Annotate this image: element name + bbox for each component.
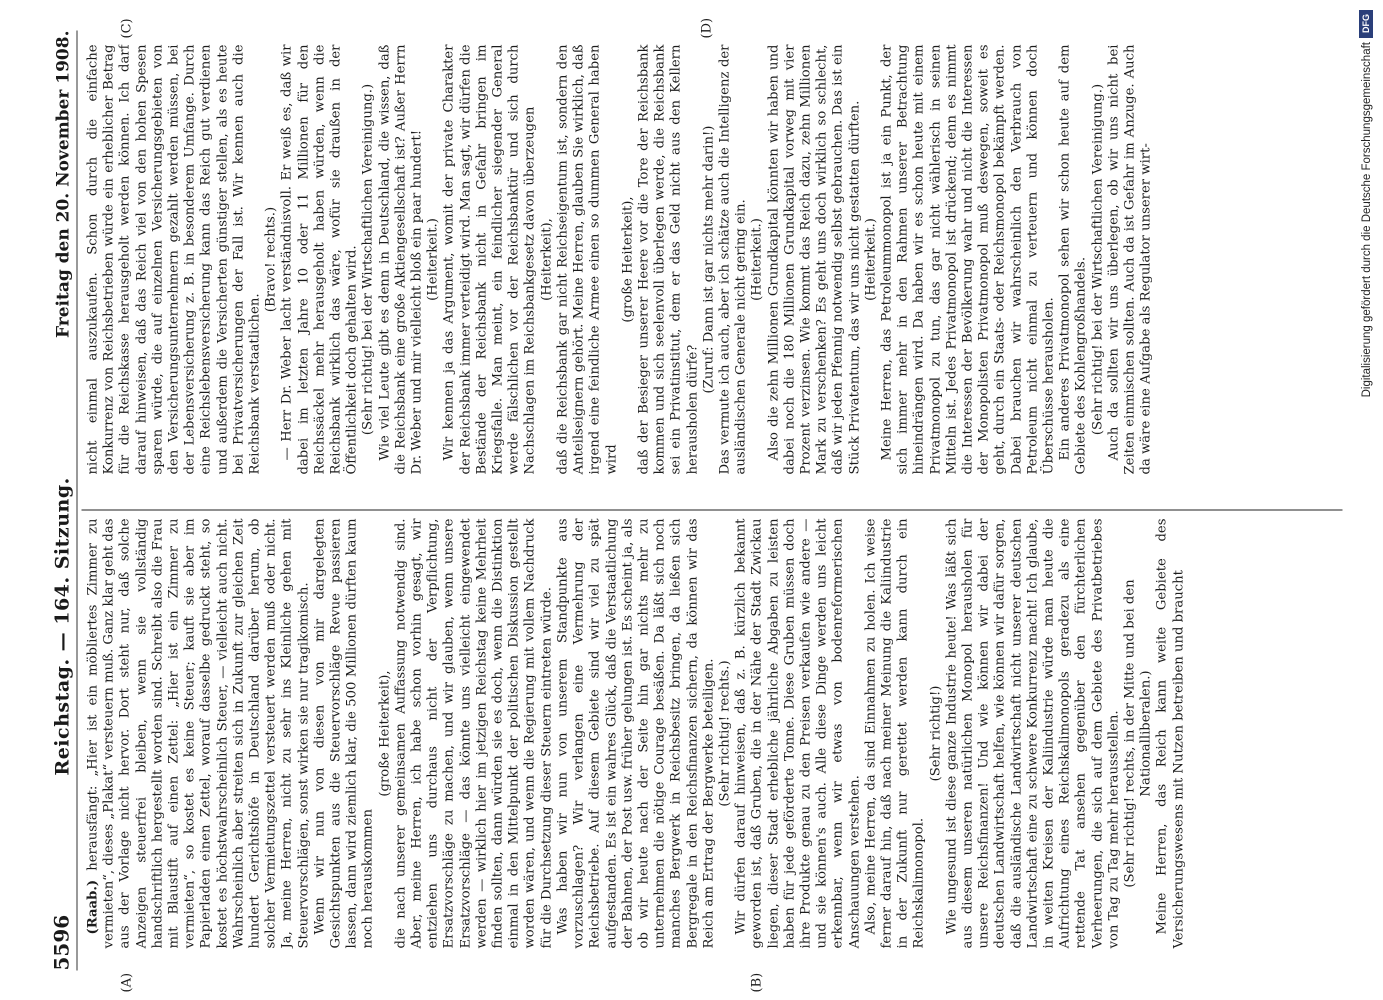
paragraph-text: Ein anderes Privatmonopol sehen wir schon heute auf dem Gebiete des Kohlengroßhandels. [1057,44,1089,474]
paragraph [717,44,749,474]
interjection: (Bravo! rechts.) [263,206,279,312]
paragraph [555,518,717,948]
margin-marker-a: (A) [119,972,135,992]
interjection: (Sehr richtig!) [928,685,944,781]
paragraph [86,44,264,474]
paragraph-text: herausfängt: „Hier ist ein möbliertes Zimmer zu vermieten“, dieses „Plakat“ versteuern muß. Ganz klar geht das aus der Vorlage nicht hervor. Dort steht nur, daß solche Anzeigen steuerfrei bleiben, wenn sie vollständig handschriftlich hergestellt worden sind. Schreibt also die Frau mit Blaustift auf einen Zettel: „Hier ist ein Zimmer zu vermieten“, so kostet es keine Steuer; kauft sie aber im Papierladen einen Zettel, worauf dasselbe gedruckt steht, so kostet es höchstwahrscheinlich Steuer, — vielleicht auch nicht. Wahrscheinlich aber streiten sich in Zukunft zur gleichen Zeit hundert Gerichtshöfe in Deutschland darüber herum, ob solcher Vermietungszettel versteuert werden muß oder nicht. Ja, meine Herren, nicht zu sehr ins Kleinliche gehen mit Steuervorschlägen, sonst wirken sie nur tragikomisch. [85,518,312,948]
right-column [86,44,1343,474]
speaker-label: (Raab.) [85,879,101,934]
paragraph-text: Wenn wir nun von diesen von mir dargelegten Gesichtspunkten aus die Steuervorschläge Revue passieren lassen, dann wird ziemlich klar, die 500 Millionen dürften kaum noch herauskommen [312,518,376,948]
paragraph-text: Wie viel Leute gibt es denn in Deutschland, die wissen, daß die Reichsbank eine große Aktiengesellschaft ist? Außer Herrn Dr. Weber und mir vielleicht bloß ein paar hundert! [377,44,425,474]
paragraph-text: nicht einmal auszukaufen. Schon durch die einfache Konkurrenz von Reichsbetrieben würde ein erheblicher Betrag für die Reichskasse herausgeholt werden können. Ich darf darauf hinweisen, daß das Reich viel von den hohen Spesen sparen würde, die auf einzelnen Versicherungsgebieten von den Versicherungsunternehmern gezahlt werden müssen, bei der Lebensversicherung z. B. in besonderem Umfange. Durch eine Reichslebensversicherung kann das Reich gut verdienen und außerdem die Versicherten günstiger stellen, als es heute bei Privatversicherungen der Fall ist. Wir kennen auch die Reichsbank verstaatlichen. [85,44,263,474]
interjection: (Heiterkeit.) [863,217,879,301]
paragraph-text: Wie ungesund ist diese ganze Industrie heute! Was läßt sich aus diesem unseren natürlichen Monopol herausholen für unsere Reichsfinanzen! Und wie können wir dabei der deutschen Landwirtschaft helfen, wie können wir dafür sorgen, daß die ausländische Landwirtschaft nicht unserer deutschen Landwirtschaft eine zu schwere Konkurrenz macht! Ich glaube, in weiten Kreisen der Kaliindustrie würde man heute die Aufrichtung eines Reichskalimonopols geradezu als eine rettende Tat ansehen gegenüber den fürchterlichen Verheerungen, die sich auf dem Gebiete des Privatbetriebes von Tag zu Tag mehr herausstellen. [944,518,1122,948]
interjection: (große Heiterkeit), [377,669,393,797]
paragraph [1106,44,1155,474]
paragraph [1058,44,1090,474]
paragraph [636,44,701,474]
paragraph-text: — Herr Dr. Weber lacht verständnisvoll. Er weiß es, daß wir dabei im letzten Jahre 10 oder 11 Millionen für den Reichssäckel mehr herausgeholt haben würden, wenn die Reichsbank wirklich das wäre, wofür sie draußen in der Öffentlichkeit doch gehalten wird. [279,44,360,474]
margin-marker-d: (D) [699,17,715,38]
paragraph [86,518,313,948]
session-title: Reichstag. — 164. Sitzung. [51,476,74,776]
paragraph [393,518,555,948]
paragraph-text: Meine Herren, das Petroleummonopol ist ja ein Punkt, der sich immer mehr in den Rahmen unserer Betrachtung hineindrängen wird. Da haben wir es schon heute mit einem Privatmonopol zu tun, das gar nicht wählerisch in seinen Mitteln ist. Jedes Privatmonopol ist drückend; denn es nimmt die Interessen der Bevölkerung wahr und nicht die Interessen der Monopolisten Privatmonopol muß deswegen, soweit es geht, durch ein Staats- oder Reichsmonopol bekämpft werden. Dabei brauchen wir wahrscheinlich den Verbrauch von Petroleum nicht einmal zu verteuern und können doch Überschüsse herausholen. [879,44,1057,474]
interjection: (Sehr richtig! bei der Wirtschaftlichen Vereinigung.) [360,83,376,435]
paragraph-text: Das vermute ich auch, aber ich schätze auch die Intelligenz der ausländischen Generale nicht gering ein. [717,44,749,474]
paragraph [1155,518,1187,948]
paragraph-text: Auch da sollten wir uns überlegen, ob wir uns nicht bei Zeiten einmischen sollten. Auch da ist Gefahr im Anzuge. Auch da wäre eine Aufgabe als Regulator unserer wirt- [1106,44,1154,474]
interjection: (große Heiterkeit), [620,195,636,323]
interjection: (Zuruf: Dann ist gar nichts mehr darin!) [701,125,717,393]
paragraph-text: die nach unserer gemeinsamen Auffassung notwendig sind. Aber, meine Herren, ich habe schon vorhin gesagt, wir entziehen uns durchaus nicht der Verpflichtung, Ersatzvorschläge zu machen, und wir glauben, wenn unsere Ersatzvorschläge — das könnte uns vielleicht eingewendet werden — wirklich hier im jetzigen Reichstag keine Mehrheit finden sollten, dann würden sie es doch, wenn die Distinktion einmal in den Mittelpunkt der politischen Diskussion gestellt worden wären, und wenn die Regierung mit vollem Nachdruck für die Durchsetzung dieser Steuern eintreten würde. [393,518,555,948]
paragraph-text: Wir dürfen darauf hinweisen, daß z. B. kürzlich bekannt geworden ist, daß Gruben, die in der Nähe der Stadt Zwickau liegen, dieser Stadt erhebliche jährliche Abgaben zu leisten haben für jede geförderte Tonne. Diese Gruben müssen doch ihre Produkte genau zu den Preisen verkaufen wie andere — und sie können's auch. Alle diese Dinge werden uns leicht erkennbar, wenn wir etwas von bodenreformerischen Anschauungen verstehen. [733,518,863,948]
paragraph [312,518,377,948]
paragraph [377,44,426,474]
page-number: 5596 [49,914,74,970]
paragraph-text: Was haben wir nun von unserem Standpunkte aus vorzuschlagen? Wir verlangen eine Vermehrung der Reichsbetriebe. Auf diesem Gebiete sind wir viel zu spät aufgestanden. Es ist ein wahres Glück, daß die Verstaatlichung der Bahnen, der Post usw. früher gelungen ist. Es scheint ja, als ob wir heute nach der Seite hin gar nichts mehr zu unternehmen die nötige Courage besäßen. Da läßt sich noch manches Bergwerk in Reichsbesitz bringen, da ließen sich Bergregale in den Reichsfinanzen sichern, da können wir das Reich am Ertrag der Bergwerke beteiligen. [555,518,717,948]
interjection: (Heiterkeit), [539,217,555,301]
margin-marker-b: (B) [749,972,765,992]
interjection: (Sehr richtig! bei der Wirtschaftlichen Vereinigung.) [1090,83,1106,435]
paragraph [944,518,1122,948]
session-date: Freitag den 20. November 1908. [53,30,74,338]
dfg-sidebar [1357,2,1379,992]
paragraph-text: Wir kennen ja das Argument, womit der private Charakter der Reichsbank immer verteidigt wird. Man sagt, wir dürfen die Bestände der Reichsbank nicht in Gefahr bringen im Kriegsfalle. Man meint, ein feindlicher siegender General werde fälschlichen vor der Reichsbanktür und sich durch Nachschlagen im Reichsbankgesetz davon überzeugen [441,44,538,474]
paragraph-text: daß die Reichsbank gar nicht Reichseigentum ist, sondern den Anteilseignern gehört. Meine Herren, glauben Sie wirklich, daß irgend eine feindliche Armee einen so dummen General haben wird [555,44,619,474]
paragraph [863,518,928,948]
margin-marker-c: (C) [119,17,135,38]
left-column [86,518,1343,948]
interjection: (Sehr richtig! rechts.) [717,659,733,807]
paragraph [734,518,864,948]
interjection: (Heiterkeit.) [425,217,441,301]
paragraph-text: Also, meine Herren, da sind Einnahmen zu holen. Ich weise ferner darauf hin, daß nach meiner Meinung die Kaliindustrie in der Zukunft nur gerettet werden kann durch ein Reichskalimonopol. [863,518,927,948]
paragraph [442,44,539,474]
paragraph-text: Meine Herren, das Reich kann weite Gebiete des Versicherungswesens mit Nutzen betreiben und braucht [1154,518,1187,948]
paragraph [280,44,361,474]
paragraph-text: Also die zehn Millionen Grundkapital könnten wir haben und dabei noch die 180 Millionen Grundkapital vorweg mit vier Prozent verzinsen. Wie kommt das Reich dazu, zehn Millionen Mark zu verschenken? Es geht uns doch wirklich so schlecht, daß wir jeden Pfennig notwendig selbst gebrauchen. Das ist ein Stück Privatentum, das wir uns nicht gestatten dürften. [766,44,863,474]
paragraph-text: daß der Besieger unserer Heere vor die Tore der Reichsbank kommen und sich seelenvoll überlegen werde, die Reichsbank sei ein Privatinstitut, dem er das Geld nicht aus den Kellern herausholen dürfe? [636,44,701,474]
paragraph [555,44,620,474]
interjection: (Heiterkeit.) [749,217,765,301]
column-divider [82,509,1343,510]
paragraph [766,44,863,474]
dfg-logo: DFG [1359,10,1373,38]
page-header [50,30,78,970]
dfg-notice: Digitalisierung gefördert durch die Deutsche Forschungsgemeinschaft [1361,42,1373,398]
interjection: (Sehr richtig! rechts, in der Mitte und bei den Nationalliberalen.) [1122,578,1154,888]
paragraph [879,44,1057,474]
